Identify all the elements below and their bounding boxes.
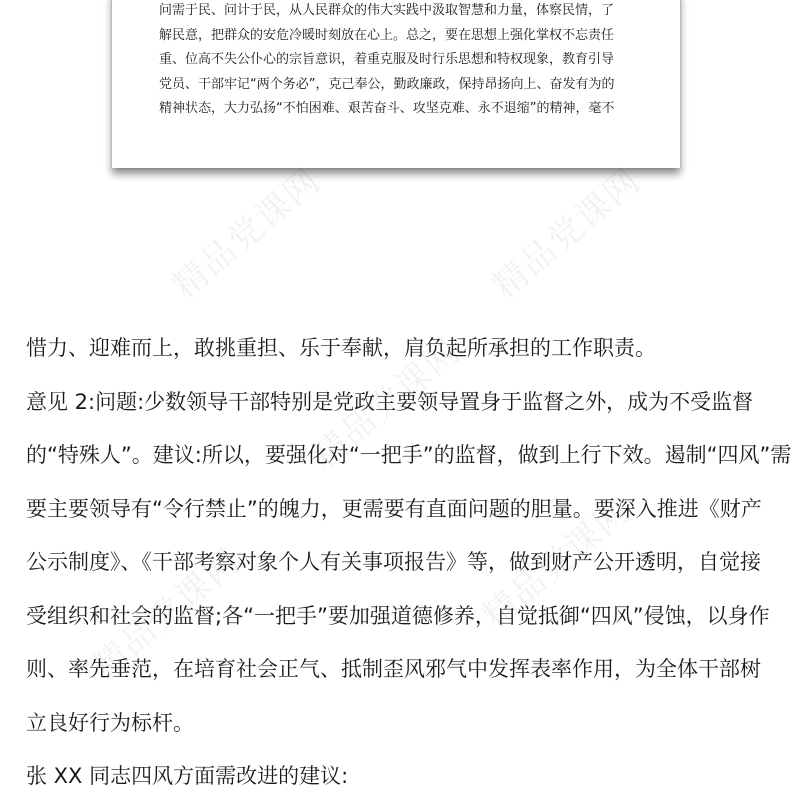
watermark: 精品党课网 bbox=[305, 330, 469, 477]
section-heading: 张 XX 同志四风方面需改进的建议: bbox=[26, 764, 349, 788]
document-page-text bbox=[159, 0, 649, 122]
main-text bbox=[26, 322, 792, 800]
watermark: 精品党课网 bbox=[485, 160, 649, 307]
text-line: 则、率先垂范，在培育社会正气、抵制歪风邪气中发挥表率作用，为全体干部树 bbox=[26, 657, 761, 681]
document-page-line: 重、位高不失公仆心的宗旨意识，着重克服及时行乐思想和特权现象，教育引导 bbox=[159, 52, 615, 67]
text-line: 立良好行为标杆。 bbox=[26, 710, 194, 735]
document-page-line: 问需于民、问计于民，从人民群众的伟大实践中汲取智慧和力量，体察民情，了 bbox=[159, 3, 615, 18]
text-line: 意见 2:问题:少数领导干部特别是党政主要领导置身于监督之外，成为不受监督 bbox=[26, 389, 754, 414]
text-line: 要主要领导有“令行禁止”的魄力，更需要有直面问题的胆量。要深入推进《财产 bbox=[26, 496, 762, 521]
text-line: 的“特殊人”。建议:所以，要强化对“一把手”的监督，做到上行下效。遏制“四风”需 bbox=[26, 443, 792, 467]
document-page-line: 解民意，把群众的安危冷暖时刻放在心上。总之，要在思想上强化掌权不忘责任 bbox=[159, 27, 615, 43]
document-page-line: 党员、干部牢记“两个务必”，克己奉公，勤政廉政，保持昂扬向上、奋发有为的 bbox=[159, 76, 615, 92]
watermark: 精品党课网 bbox=[85, 540, 249, 687]
document-page-preview bbox=[112, 0, 680, 168]
text-line: 受组织和社会的监督;各“一把手”要加强道德修养，自觉抵御“四风”侵蚀，以身作 bbox=[26, 603, 770, 628]
text-line: 公示制度》、《干部考察对象个人有关事项报告》等，做到财产公开透明，自觉接 bbox=[26, 550, 761, 574]
text-line: 惜力、迎难而上，敢挑重担、乐于奉献，肩负起所承担的工作职责。 bbox=[26, 336, 656, 360]
document-page-line: 精神状态，大力弘扬“不怕困难、艰苦奋斗、攻坚克难、永不退缩”的精神，毫不 bbox=[159, 101, 615, 116]
watermark: 精品党课网 bbox=[165, 160, 329, 307]
watermark: 精品党课网 bbox=[475, 490, 639, 637]
